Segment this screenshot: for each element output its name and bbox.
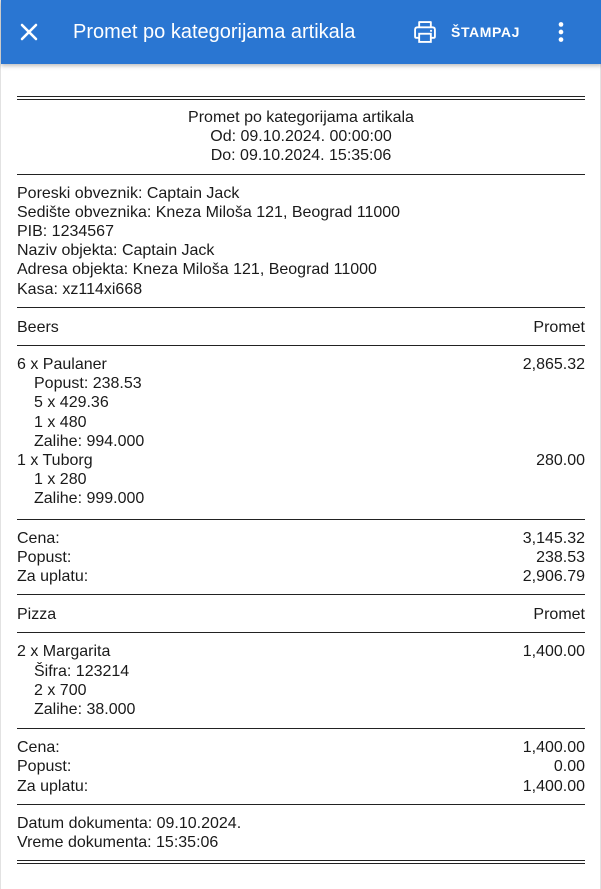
pib: PIB: 1234567 — [17, 223, 114, 241]
item-line — [17, 355, 585, 374]
category-items — [17, 346, 585, 509]
total-value: 1,400.00 — [522, 739, 585, 757]
item-detail: Zalihe: 38.000 — [34, 701, 136, 719]
total-row — [17, 548, 585, 567]
taxpayer: Poreski obveznik: Captain Jack — [17, 184, 240, 202]
item-label: 6 x Paulaner — [17, 356, 107, 374]
category-totals — [17, 520, 585, 587]
taxpayer-seat: Sedište obveznika: Kneza Miloša 121, Beograd 11000 — [17, 203, 401, 221]
print-button[interactable] — [405, 14, 531, 50]
total-row — [17, 738, 585, 757]
category-totals — [17, 729, 585, 796]
category-column-label: Promet — [533, 606, 585, 624]
item-detail: Zalihe: 994.000 — [34, 432, 145, 450]
category-header — [17, 308, 585, 337]
total-value: 2,906.79 — [522, 568, 585, 586]
total-value: 238.53 — [536, 548, 585, 566]
total-label: Cena: — [17, 529, 60, 547]
receipt-title: Promet po kategorijama artikala — [188, 109, 414, 126]
total-label: Za uplatu: — [17, 777, 89, 795]
category-column-label: Promet — [533, 318, 585, 336]
item-detail: Šifra: 123214 — [34, 662, 130, 680]
period-from: Od: 09.10.2024. 00:00:00 — [210, 128, 392, 146]
document-time: Vreme dokumenta: 15:35:06 — [17, 834, 219, 852]
item-line — [17, 451, 585, 470]
total-value: 3,145.32 — [522, 529, 585, 547]
close-icon[interactable] — [15, 18, 43, 46]
print-label: ŠTAMPAJ — [451, 24, 521, 40]
printer-icon — [411, 18, 439, 46]
total-label: Popust: — [17, 548, 72, 566]
category-name: Pizza — [17, 606, 57, 624]
item-detail: 2 x 700 — [34, 681, 87, 699]
item-detail: Zalihe: 999.000 — [34, 490, 145, 508]
period-to: Do: 09.10.2024. 15:35:06 — [210, 147, 392, 165]
double-divider — [17, 860, 585, 864]
receipt-document — [17, 96, 585, 864]
total-row — [17, 757, 585, 776]
object-address: Adresa objekta: Kneza Miloša 121, Beograd 11000 — [17, 261, 377, 279]
category-items — [17, 633, 585, 719]
taxpayer-info — [17, 175, 585, 299]
document-date: Datum dokumenta: 09.10.2024. — [17, 814, 242, 832]
item-label: 1 x Tuborg — [17, 452, 93, 470]
item-amount: 2,865.32 — [522, 356, 585, 374]
app-bar — [1, 0, 601, 64]
receipt-header — [17, 100, 585, 166]
total-value: 1,400.00 — [522, 777, 585, 795]
item-detail: Popust: 238.53 — [34, 375, 142, 393]
total-label: Popust: — [17, 758, 72, 776]
total-label: Cena: — [17, 739, 60, 757]
item-detail: 1 x 280 — [34, 471, 87, 489]
item-detail: 5 x 429.36 — [34, 394, 109, 412]
register: Kasa: xz114xi668 — [17, 280, 143, 298]
category-name: Beers — [17, 318, 59, 336]
page-title: Promet po kategorijama artikala — [73, 21, 356, 43]
item-line — [17, 642, 585, 661]
more-vert-icon[interactable] — [547, 18, 575, 46]
document-footer — [17, 805, 585, 852]
item-amount: 1,400.00 — [522, 643, 585, 661]
total-row — [17, 567, 585, 586]
item-label: 2 x Margarita — [17, 643, 111, 661]
item-amount: 280.00 — [536, 452, 585, 470]
object-name: Naziv objekta: Captain Jack — [17, 242, 215, 260]
category-header — [17, 595, 585, 624]
total-label: Za uplatu: — [17, 568, 89, 586]
total-value: 0.00 — [553, 758, 585, 776]
total-row — [17, 777, 585, 796]
item-detail: 1 x 480 — [34, 413, 87, 431]
total-row — [17, 529, 585, 548]
